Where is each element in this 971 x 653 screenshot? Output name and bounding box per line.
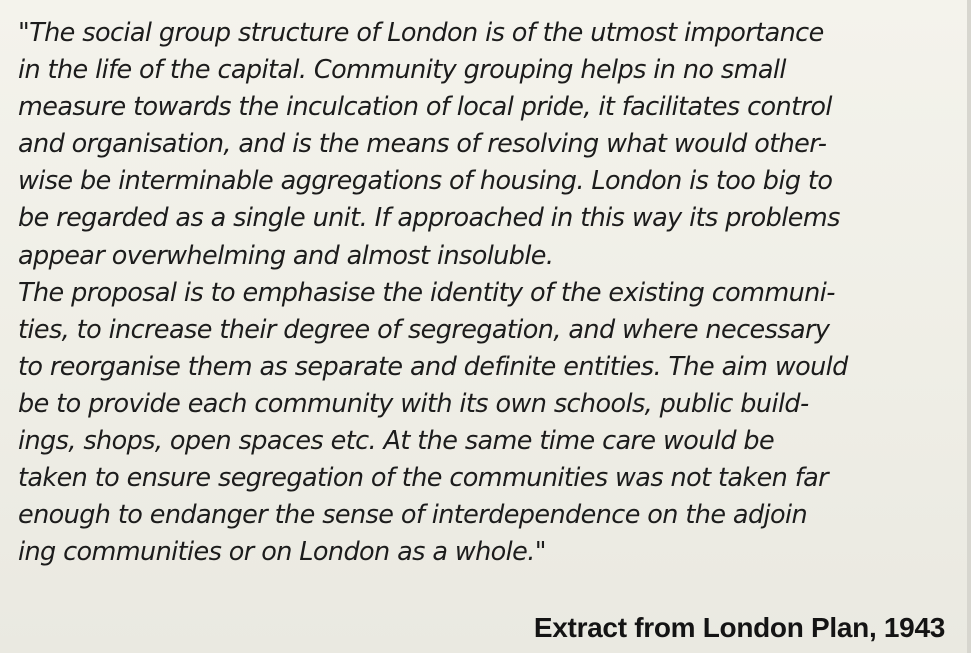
quote-line: ing communities or on London as a whole." — [18, 537, 546, 568]
quote-line: ings, shops, open spaces etc. At the same time care would be — [18, 426, 775, 457]
citation-text: Extract from London Plan, 1943 — [533, 612, 945, 643]
quote-text — [18, 15, 963, 571]
quote-line: The proposal is to emphasise the identity of the existing communi- — [18, 277, 835, 308]
quote-line: be regarded as a single unit. If approached in this way its problems — [18, 203, 840, 234]
quote-line: wise be interminable aggregations of housing. London is too big to — [18, 166, 833, 197]
quote-line: and organisation, and is the means of resolving what would other- — [18, 129, 827, 160]
quote-line: to reorganise them as separate and definite entities. The aim would — [18, 351, 848, 382]
quote-line: "The social group structure of London is of the utmost importance — [18, 18, 824, 48]
quote-line: measure towards the inculcation of local pride, it facilitates control — [18, 92, 832, 123]
quote-line: appear overwhelming and almost insoluble. — [18, 240, 554, 271]
quote-line: ties, to increase their degree of segregation, and where necessary — [18, 314, 830, 345]
quote-line: enough to endanger the sense of interdependence on the adjoin — [18, 500, 808, 531]
quote-line: be to provide each community with its own schools, public build- — [18, 388, 809, 419]
quote-line: in the life of the capital. Community grouping helps in no small — [18, 55, 786, 86]
quote-line: taken to ensure segregation of the communities was not taken far — [18, 463, 829, 494]
